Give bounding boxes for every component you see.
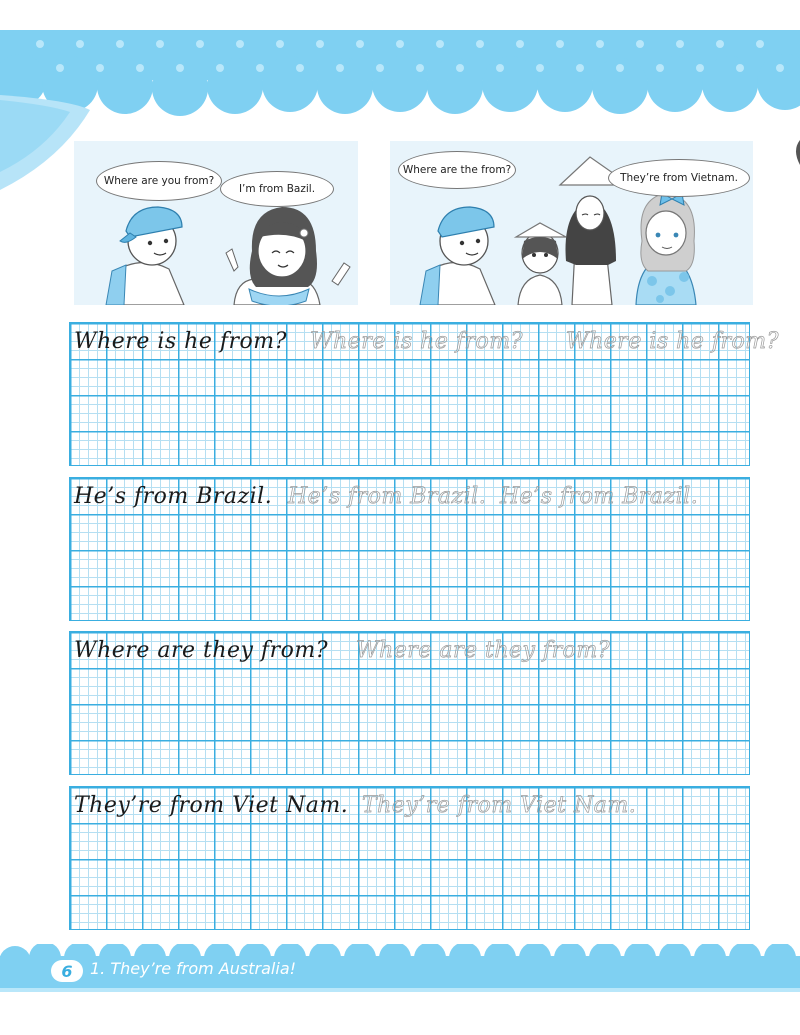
speech-bubble-answer [220, 171, 334, 207]
speech-bubble-answer [608, 159, 750, 197]
trace-sentence: Where is he from? [310, 329, 523, 354]
handwriting-grid-2[interactable] [69, 477, 750, 621]
model-sentence: They’re from Viet Nam. [74, 793, 349, 818]
page-number: 6 [51, 960, 83, 982]
trace-sentence: He’s from Brazil. [500, 484, 699, 509]
handwriting-grid-1[interactable] [69, 322, 779, 466]
illustration-panel-left [74, 141, 358, 305]
unit-title: 1. They’re from Australia! [90, 959, 297, 978]
bubble-answer-text: They’re from Vietnam. [620, 172, 738, 184]
handwriting-grid-3[interactable] [69, 631, 750, 775]
trace-sentence: They’re from Viet Nam. [362, 793, 637, 818]
model-sentence: He’s from Brazil. [74, 484, 273, 509]
speech-bubble-question [398, 151, 516, 189]
bubble-question-text: Where are the from? [402, 164, 512, 176]
bubble-answer-text: I’m from Bazil. [238, 183, 316, 195]
model-sentence: Where are they from? [74, 638, 328, 663]
model-sentence: Where is he from? [74, 329, 287, 354]
trace-sentence: Where is he from? [566, 329, 779, 354]
bubble-question-text: Where are you from? [103, 175, 215, 187]
speech-bubble-question [96, 161, 222, 201]
illustration-panel-right [390, 141, 753, 305]
handwriting-grid-4[interactable] [69, 786, 750, 930]
trace-sentence: He’s from Brazil. [288, 484, 487, 509]
trace-sentence: Where are they from? [356, 638, 610, 663]
